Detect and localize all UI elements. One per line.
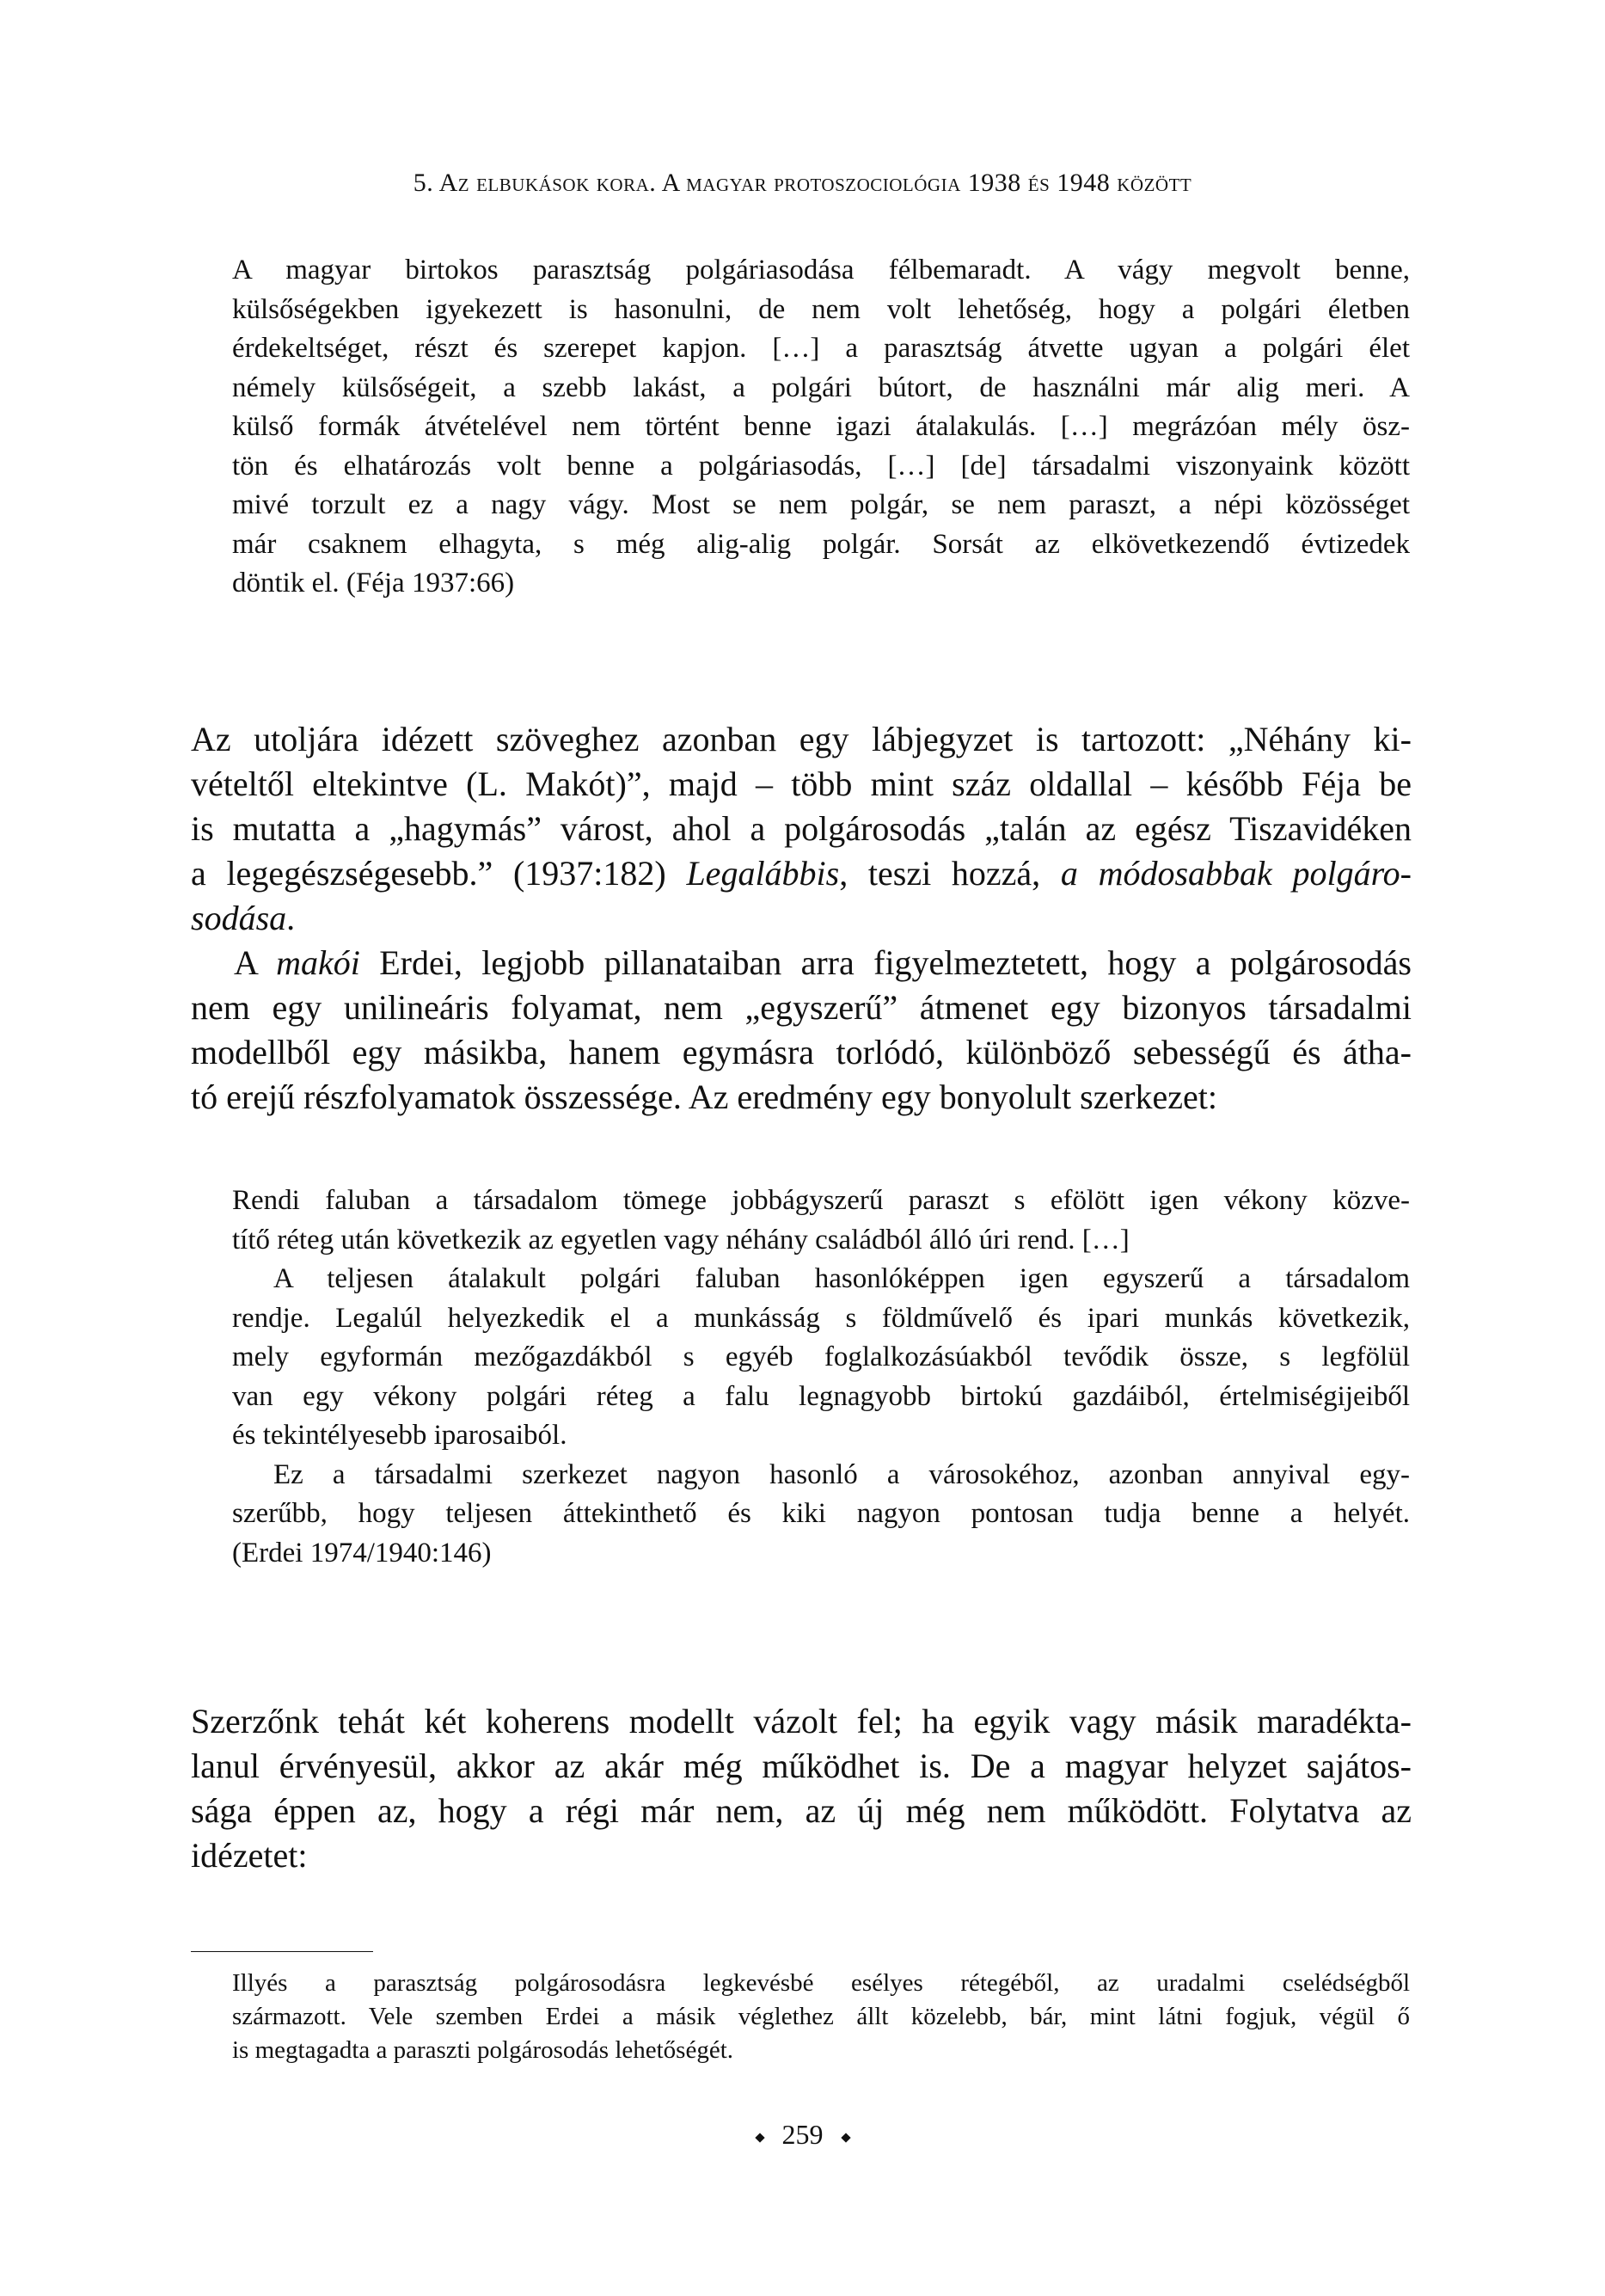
page-number-footer [0,2119,1605,2151]
quote-line: A teljesen átalakult polgári faluban hasonlóképpen igen egyszerű a társadalom [273,1263,1410,1294]
body-line: lanul érvényesül, akkor az akár még működhet is. De a magyar helyzet sajátos- [191,1747,1412,1785]
body-line: idézetet: [191,1836,308,1875]
body-line: sága éppen az, hogy a régi már nem, az új még nem működött. Folytatva az [191,1791,1412,1830]
text-run: A [234,943,277,982]
quote-line: némely külsőségeit, a szebb lakást, a polgári bútort, de használni már alig meri. A [232,371,1410,403]
quote-line: már csaknem elhagyta, s még alig-alig polgár. Sorsát az elkövetkezendő évtizedek [232,528,1410,560]
emphasis: Legalábbis [686,854,840,893]
quote-line: érdekeltséget, részt és szerepet kapjon. […] a parasztság átvette ugyan a polgári élet [232,333,1410,364]
footnote-line: is megtagadta a paraszti polgárosodás lehetőségét. [232,2036,734,2064]
body-line [191,851,1412,896]
body-line [191,941,1412,985]
block-quote-erdei [232,1182,1410,1573]
text-run: , teszi hozzá, [839,854,1061,893]
quote-line: Rendi faluban a társadalom tömege jobbágyszerű paraszt s efölött igen vékony közve- [232,1185,1410,1216]
quote-citation: döntik el. (Féja 1937:66) [232,568,515,599]
block-quote-feja [232,251,1410,604]
paragraph-erdei [191,941,1412,1120]
diamond-bullet-icon [755,2133,764,2142]
paragraph-footnote-remark [191,717,1412,941]
quote-line: külső formák átvételével nem történt benne igazi átalakulás. […] megrázóan mély ösz- [232,411,1410,442]
footnote-separator [191,1951,373,1952]
text-run: a legegészségesebb.” (1937:182) [191,854,687,893]
body-line: is mutatta a „hagymás” várost, ahol a polgárosodás „talán az egész Tiszavidéken [191,809,1412,848]
emphasis: makói [276,943,360,982]
quote-line: külsőségekben igyekezett is hasonulni, de nem volt lehetőség, hogy a polgári életben [232,293,1410,325]
quote-line: van egy vékony polgári réteg a falu legnagyobb birtokú gazdáiból, értelmiségijeiből [232,1380,1410,1412]
text-run: Erdei, legjobb pillanataiban arra figyelmeztetett, hogy a polgárosodás [359,943,1412,982]
quote-line: rendje. Legalúl helyezkedik el a munkásság s földművelő és ipari munkás következik, [232,1302,1410,1334]
quote-line: mivé torzult ez a nagy vágy. Most se nem polgár, se nem paraszt, a népi közösséget [232,489,1410,520]
emphasis: sodása [191,899,287,937]
quote-line: A magyar birtokos parasztság polgáriasodása félbemaradt. A vágy megvolt benne, [232,255,1410,285]
quote-line: mely egyformán mezőgazdákból s egyéb foglalkozásúakból tevődik össze, s legfölül [232,1341,1410,1372]
running-head: 5. Az elbukások kora. A magyar protoszociológia 1938 és 1948 között [413,169,1192,197]
paragraph-models [191,1699,1412,1878]
body-line [191,896,1412,941]
quote-line: títő réteg után következik az egyetlen vagy néhány családból álló úri rend. […] [232,1224,1130,1255]
text-run: . [286,899,296,937]
footnote-line: Illyés a parasztság polgárosodásra legkevésbé esélyes rétegéből, az uradalmi cselédségből [232,1969,1410,1997]
quote-line: szerűbb, hogy teljesen áttekinthető és kiki nagyon pontosan tudja benne a helyét. [232,1498,1410,1529]
body-line: tó erejű részfolyamatok összessége. Az eredmény egy bonyolult szerkezet: [191,1077,1218,1116]
footnote-line: származott. Vele szemben Erdei a másik véglethez állt közelebb, bár, mint látni fogjuk, végül ő [232,2003,1410,2030]
footnote [232,1967,1410,2067]
body-line: Az utoljára idézett szöveghez azonban egy lábjegyzet is tartozott: „Néhány ki- [191,720,1412,758]
quote-citation: (Erdei 1974/1940:146) [232,1537,492,1569]
quote-line: és tekintélyesebb iparosaiból. [232,1420,567,1451]
diamond-bullet-icon [841,2133,850,2142]
quote-line: Ez a társadalmi szerkezet nagyon hasonló a városokéhoz, azonban annyival egy- [273,1458,1410,1490]
body-line: Szerzőnk tehát két koherens modellt vázolt fel; ha egyik vagy másik maradékta- [191,1702,1412,1740]
page-number: 259 [781,2119,824,2150]
emphasis: a módosabbak polgáro- [1060,854,1412,893]
quote-line: tön és elhatározás volt benne a polgáriasodás, […] [de] társadalmi viszonyaink között [232,450,1410,482]
body-line: vételtől eltekintve (L. Makót)”, majd – több mint száz oldallal – később Féja be [191,764,1412,803]
body-line: modellből egy másikba, hanem egymásra torlódó, különböző sebességű és átha- [191,1033,1412,1071]
body-line: nem egy unilineáris folyamat, nem „egyszerű” átmenet egy bizonyos társadalmi [191,988,1412,1027]
